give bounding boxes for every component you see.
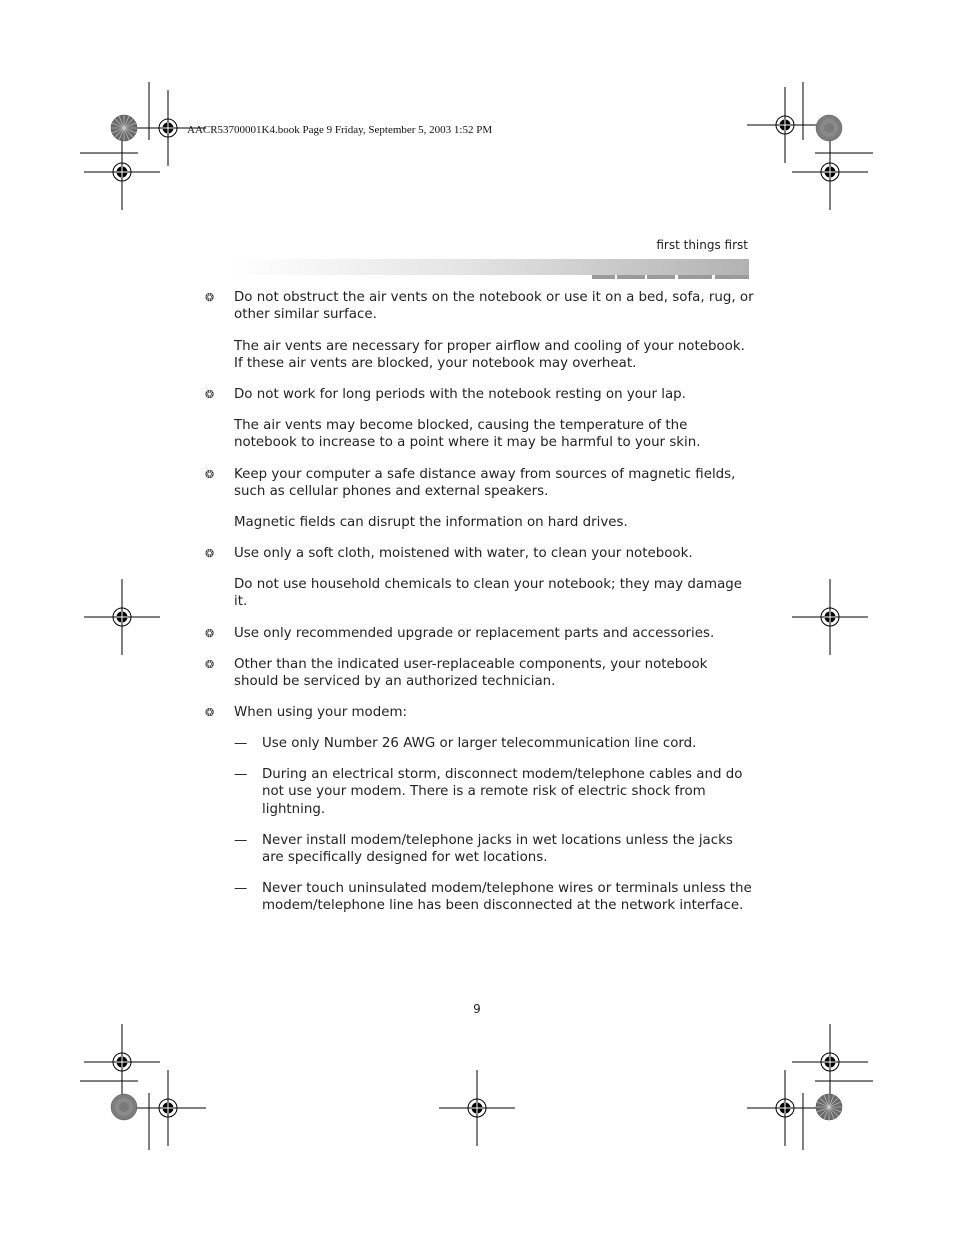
gray-dot-mark bbox=[111, 1094, 137, 1120]
bullet-note: The air vents are necessary for proper airflow and cooling of your notebook. If these air vents are blocked, your notebook may overheat. bbox=[234, 339, 745, 372]
bullet-item: Use only recommended upgrade or replacement parts and accessories. bbox=[234, 626, 715, 641]
bullet-note: The air vents may become blocked, causing the temperature of the notebook to increase to a point where it may be harmful to your skin. bbox=[234, 418, 701, 451]
bullet-icon: ❂ bbox=[205, 706, 215, 719]
dash-icon: — bbox=[234, 736, 248, 751]
bullet-item: Do not obstruct the air vents on the notebook or use it on a bed, sofa, rug, or other similar surface. bbox=[234, 290, 754, 323]
dash-icon: — bbox=[234, 833, 248, 848]
registration-mark bbox=[792, 579, 868, 655]
registration-mark bbox=[747, 87, 823, 163]
bullet-item: When using your modem: bbox=[234, 705, 408, 720]
starburst-mark bbox=[111, 115, 137, 141]
bullet-item: Other than the indicated user-replaceable components, your notebook should be serviced by an authorized technician. bbox=[234, 657, 708, 690]
registration-mark bbox=[747, 1070, 823, 1146]
header-tick bbox=[592, 275, 615, 279]
bullet-icon: ❂ bbox=[205, 468, 215, 481]
bullet-item: Keep your computer a safe distance away from sources of magnetic fields, such as cellular phones and external speakers. bbox=[234, 467, 736, 500]
bullet-item: Use only a soft cloth, moistened with water, to clean your notebook. bbox=[234, 546, 693, 561]
dash-icon: — bbox=[234, 767, 248, 782]
gray-dot-mark bbox=[816, 115, 842, 141]
running-head: first things first bbox=[656, 238, 748, 252]
page-number: 9 bbox=[473, 1002, 481, 1016]
modem-item: During an electrical storm, disconnect modem/telephone cables and do not use your modem. There is a remote risk of electric shock from lightning. bbox=[262, 767, 743, 817]
modem-item: Never install modem/telephone jacks in wet locations unless the jacks are specifically designed for wet locations. bbox=[262, 833, 733, 866]
registration-mark bbox=[130, 1070, 206, 1146]
modem-item: Never touch uninsulated modem/telephone wires or terminals unless the modem/telephone line has been disconnected at the network interface. bbox=[262, 881, 752, 914]
registration-mark bbox=[84, 1024, 160, 1100]
dash-icon: — bbox=[234, 881, 248, 896]
registration-mark bbox=[84, 579, 160, 655]
bullet-note: Do not use household chemicals to clean your notebook; they may damage it. bbox=[234, 577, 743, 610]
registration-mark bbox=[792, 134, 868, 210]
bullet-icon: ❂ bbox=[205, 388, 215, 401]
print-info-slug: AACR53700001K4.book Page 9 Friday, September 5, 2003 1:52 PM bbox=[187, 124, 493, 136]
bullet-icon: ❂ bbox=[205, 627, 215, 640]
header-tick bbox=[617, 275, 645, 279]
bullet-note: Magnetic fields can disrupt the information on hard drives. bbox=[234, 515, 628, 530]
bullet-icon: ❂ bbox=[205, 291, 215, 304]
registration-mark bbox=[439, 1070, 515, 1146]
header-tick bbox=[647, 275, 675, 279]
bullet-item: Do not work for long periods with the notebook resting on your lap. bbox=[234, 387, 686, 402]
starburst-mark bbox=[816, 1094, 842, 1120]
bullet-icon: ❂ bbox=[205, 658, 215, 671]
modem-item: Use only Number 26 AWG or larger telecommunication line cord. bbox=[262, 736, 697, 751]
header-gradient-bar bbox=[232, 259, 749, 275]
bullet-icon: ❂ bbox=[205, 547, 215, 560]
registration-mark bbox=[792, 1024, 868, 1100]
header-tick bbox=[715, 275, 749, 279]
header-tick bbox=[678, 275, 712, 279]
registration-mark bbox=[84, 134, 160, 210]
